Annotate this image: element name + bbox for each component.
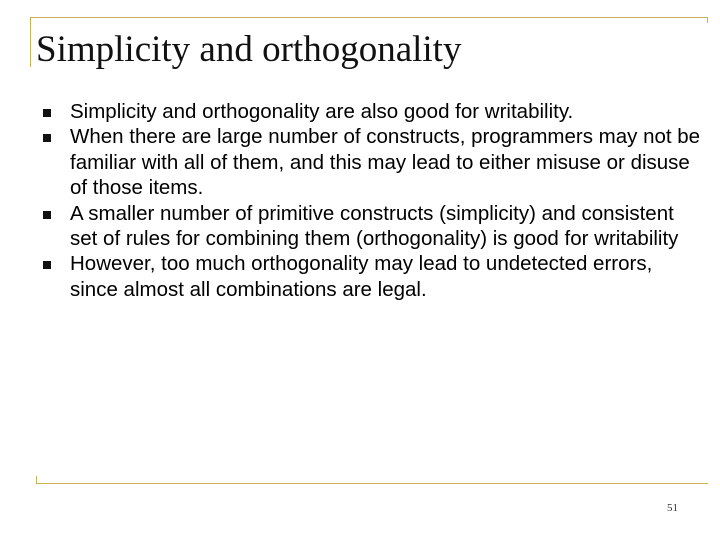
page-number: 51 [667, 502, 678, 514]
bullet-text: A smaller number of primitive constructs (simplicity) and consistent set of rules for combining them (orthogonality) is good for writability [70, 201, 679, 251]
bullet-item [41, 201, 701, 252]
bullet-text: However, too much orthogonality may lead to undetected errors, since almost all combinations are legal. [70, 252, 653, 301]
top-rule [30, 17, 708, 18]
bullet-item [41, 99, 701, 124]
square-bullet-icon [43, 109, 51, 117]
square-bullet-icon [43, 211, 51, 219]
left-rule [30, 17, 31, 67]
slide-title: Simplicity and orthogonality [36, 29, 462, 70]
bottom-rule [36, 483, 708, 484]
bullet-list [41, 99, 701, 302]
top-right-tick [707, 17, 708, 23]
bullet-item [41, 251, 701, 302]
bullet-text: When there are large number of constructs, programmers may not be familiar with all of them, and this may lead to either misuse or disuse of those items. [70, 125, 701, 200]
bullet-item [41, 124, 701, 200]
square-bullet-icon [43, 261, 51, 269]
square-bullet-icon [43, 134, 51, 142]
bullet-text: Simplicity and orthogonality are also good for writability. [70, 100, 574, 123]
